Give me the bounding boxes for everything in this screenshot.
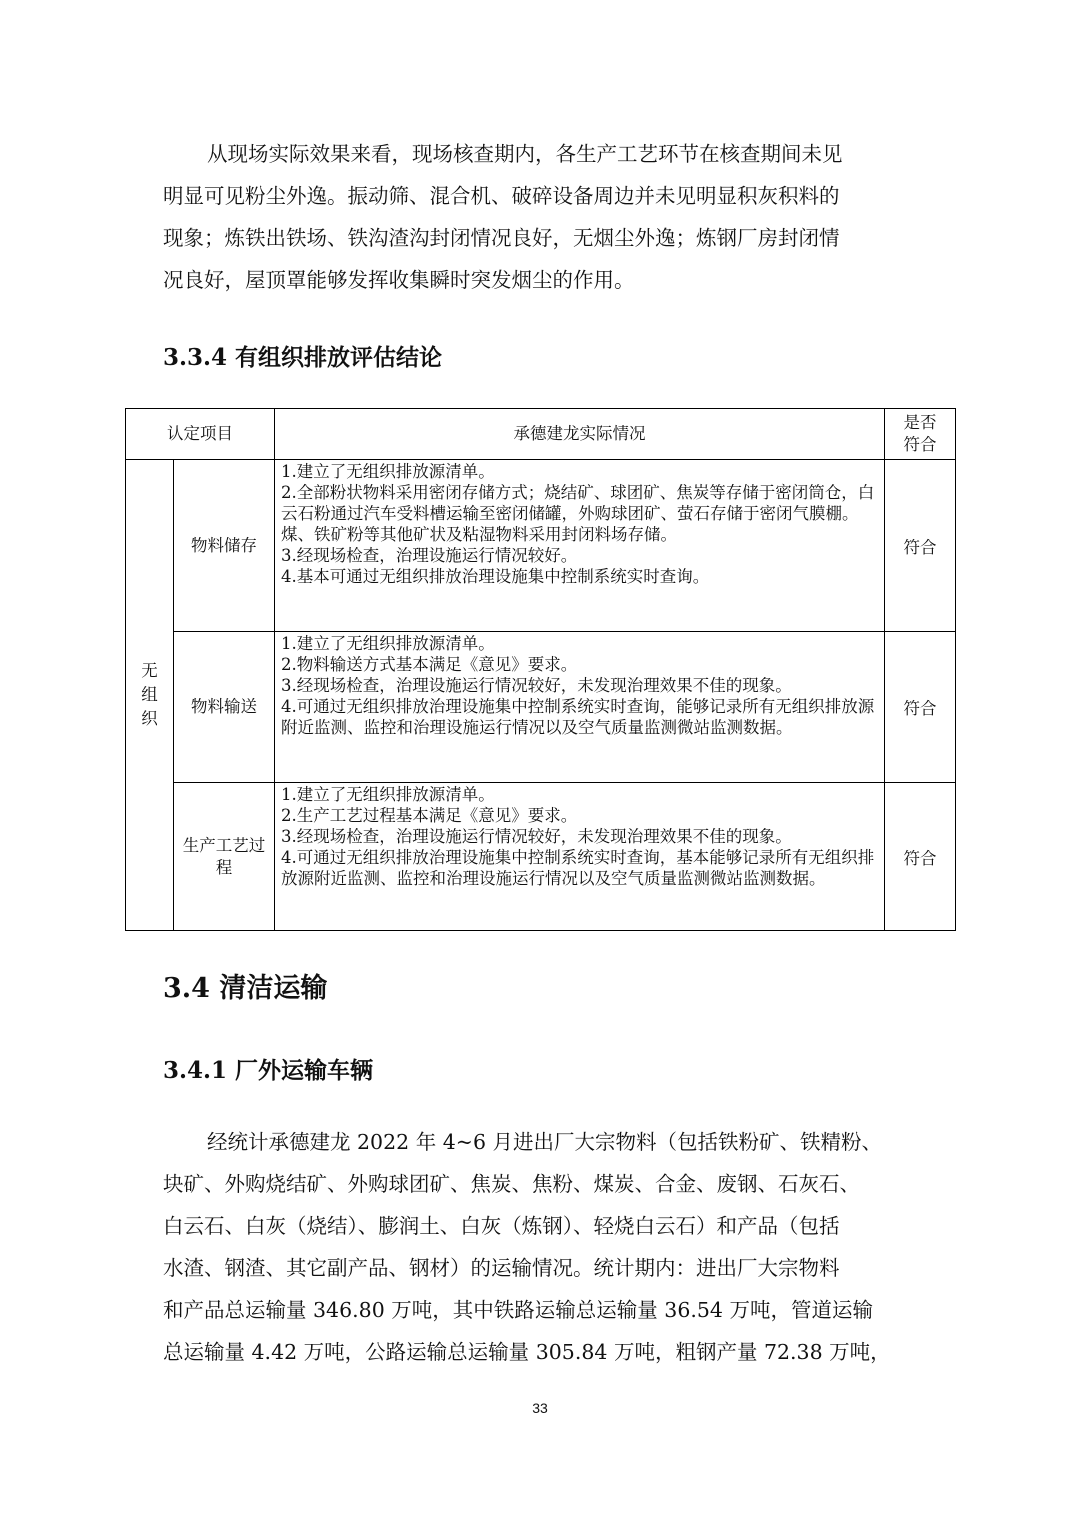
row-item: 物料输送 xyxy=(174,632,275,783)
row-result: 符合 xyxy=(885,632,956,783)
transport-line-1: 经统计承德建龙 2022 年 4~6 月进出厂大宗物料（包括铁粉矿、铁精粉、 xyxy=(207,1130,882,1154)
row-result: 符合 xyxy=(885,783,956,931)
row-description: 1.建立了无组织排放源清单。 2.物料输送方式基本满足《意见》要求。 3.经现场检查，治理设施运行情况较好，未发现治理效果不佳的现象。 4.可通过无组织排放治理设施集中控制系统实时查询，能够记录所有无组织排放源附近监测、监控和治理设施运行情况以及空气质量监测微站监测数据。 xyxy=(275,632,885,783)
row-description: 1.建立了无组织排放源清单。 2.生产工艺过程基本满足《意见》要求。 3.经现场检查，治理设施运行情况较好，未发现治理效果不佳的现象。 4.可通过无组织排放治理设施集中控制系统实时查询，基本能够记录所有无组织排放源附近监测、监控和治理设施运行情况以及空气质量监测微站监测数据。 xyxy=(275,783,885,931)
header-conform: 是否符合 xyxy=(885,409,956,460)
section-heading-334: 3.3.4 有组织排放评估结论 xyxy=(163,344,443,371)
header-item: 认定项目 xyxy=(126,409,275,460)
row-item: 物料储存 xyxy=(174,460,275,632)
intro-line-3: 现象；炼铁出铁场、铁沟渣沟封闭情况良好，无烟尘外逸；炼钢厂房封闭情 xyxy=(163,226,840,250)
section-heading-341: 3.4.1 厂外运输车辆 xyxy=(163,1057,374,1084)
assessment-table xyxy=(125,408,956,931)
group-label: 无组织 xyxy=(126,460,174,931)
row-description: 1.建立了无组织排放源清单。 2.全部粉状物料采用密闭存储方式；烧结矿、球团矿、焦炭等存储于密闭筒仓，白云石粉通过汽车受料槽运输至密闭储罐，外购球团矿、萤石存储于密闭气膜棚。煤、铁矿粉等其他矿状及粘湿物料采用封闭料场存储。 3.经现场检查，治理设施运行情况较好。 4.基本可通过无组织排放治理设施集中控制系统实时查询。 xyxy=(275,460,885,632)
transport-paragraph xyxy=(163,1121,915,1373)
table-row xyxy=(126,783,956,931)
page-number: 33 xyxy=(532,1400,548,1416)
section-heading-34: 3.4 清洁运输 xyxy=(163,973,328,1004)
intro-line-2: 明显可见粉尘外逸。振动筛、混合机、破碎设备周边并未见明显积灰积料的 xyxy=(163,184,840,208)
table-header-row xyxy=(126,409,956,460)
table-row xyxy=(126,632,956,783)
transport-line-2: 块矿、外购烧结矿、外购球团矿、焦炭、焦粉、煤炭、合金、废钢、石灰石、 xyxy=(163,1172,860,1196)
header-actual: 承德建龙实际情况 xyxy=(275,409,885,460)
transport-line-3: 白云石、白灰（烧结）、膨润土、白灰（炼钢）、轻烧白云石）和产品（包括 xyxy=(163,1214,840,1238)
intro-line-4: 况良好，屋顶罩能够发挥收集瞬时突发烟尘的作用。 xyxy=(163,268,635,292)
intro-line-1: 从现场实际效果来看，现场核查期内，各生产工艺环节在核查期间未见 xyxy=(207,142,843,166)
row-result: 符合 xyxy=(885,460,956,632)
transport-line-4: 水渣、钢渣、其它副产品、钢材）的运输情况。统计期内：进出厂大宗物料 xyxy=(163,1256,840,1280)
row-item: 生产工艺过程 xyxy=(174,783,275,931)
intro-paragraph xyxy=(163,133,915,301)
transport-line-6: 总运输量 4.42 万吨，公路运输总运输量 305.84 万吨，粗钢产量 72.38 万吨， xyxy=(163,1340,891,1364)
table-row xyxy=(126,460,956,632)
transport-line-5: 和产品总运输量 346.80 万吨，其中铁路运输总运输量 36.54 万吨，管道运输 xyxy=(163,1298,873,1322)
